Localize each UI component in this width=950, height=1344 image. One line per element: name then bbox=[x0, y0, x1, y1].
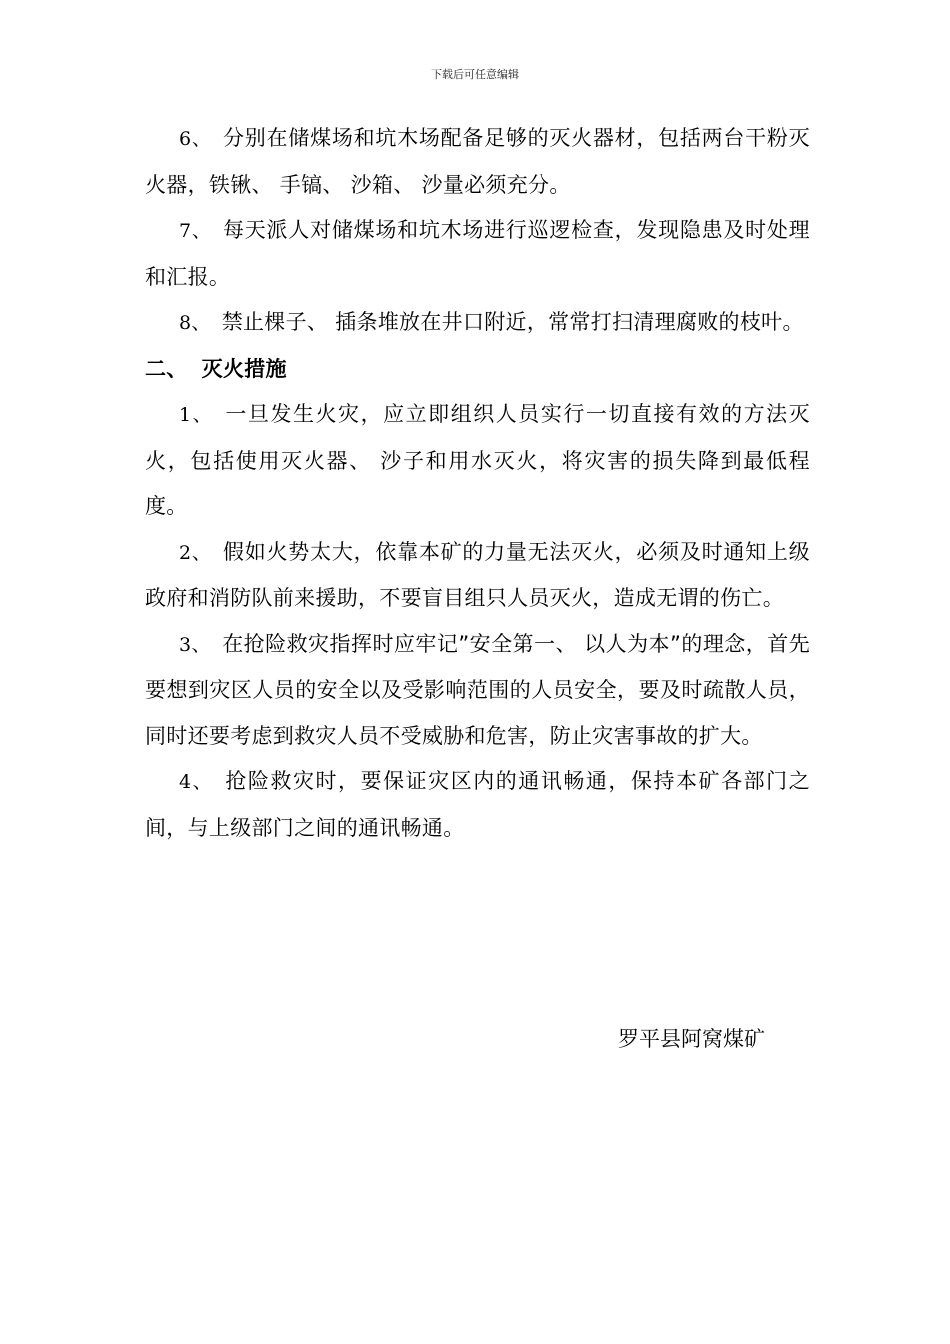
page-header-note: 下载后可任意编辑 bbox=[431, 68, 519, 81]
paragraph-number: 2、 bbox=[179, 541, 212, 564]
paragraph-text: 每天派人对储煤场和坑木场进行巡逻检查，发现隐患及时处理和汇报。 bbox=[145, 218, 810, 289]
paragraph-number: 3、 bbox=[179, 633, 212, 656]
paragraph-item-7 bbox=[145, 208, 810, 300]
paragraph-number: 8、 bbox=[179, 312, 211, 334]
paragraph-number: 4、 bbox=[179, 771, 214, 793]
paragraph-text: 抢险救灾时，要保证灾区内的通讯畅通，保持本矿各部门之间，与上级部门之间的通讯畅通。 bbox=[145, 769, 810, 840]
document-body bbox=[145, 116, 810, 851]
section-title: 灭火措施 bbox=[201, 356, 287, 381]
paragraph-item-6 bbox=[145, 116, 810, 208]
paragraph-number: 1、 bbox=[179, 404, 214, 426]
paragraph-item-1 bbox=[145, 392, 810, 530]
section-heading-firefighting bbox=[145, 347, 810, 393]
paragraph-text: 禁止棵子、 插条堆放在井口附近，常常打扫清理腐败的枝叶。 bbox=[221, 310, 804, 334]
paragraph-text: 在抢险救灾指挥时应牢记”安全第一、 以人为本”的理念，首先要想到灾区人员的安全以及受影响范围的人员安全，要及时疏散人员，同时还要考虑到救灾人员不受威胁和危害，防止灾害事故的扩大。 bbox=[145, 631, 810, 748]
paragraph-text: 假如火势太大，依靠本矿的力量无法灭火，必须及时通知上级政府和消防队前来援助，不要盲目组只人员灭火，造成无谓的伤亡。 bbox=[145, 539, 810, 610]
paragraph-item-4 bbox=[145, 759, 810, 851]
paragraph-item-2 bbox=[145, 530, 810, 622]
paragraph-text: 分别在储煤场和坑木场配备足够的灭火器材，包括两台干粉灭火器，铁锹、 手镐、 沙箱、 沙量必须充分。 bbox=[145, 126, 810, 197]
paragraph-number: 7、 bbox=[179, 220, 212, 242]
paragraph-number: 6、 bbox=[179, 128, 212, 150]
paragraph-text: 一旦发生火灾，应立即组织人员实行一切直接有效的方法灭火，包括使用灭火器、 沙子和用水灭火，将灾害的损失降到最低程度。 bbox=[145, 402, 810, 518]
paragraph-item-8 bbox=[145, 300, 810, 347]
paragraph-item-3 bbox=[145, 622, 810, 760]
signature-organization: 罗平县阿窝煤矿 bbox=[618, 1027, 765, 1051]
section-number: 二、 bbox=[145, 356, 188, 381]
